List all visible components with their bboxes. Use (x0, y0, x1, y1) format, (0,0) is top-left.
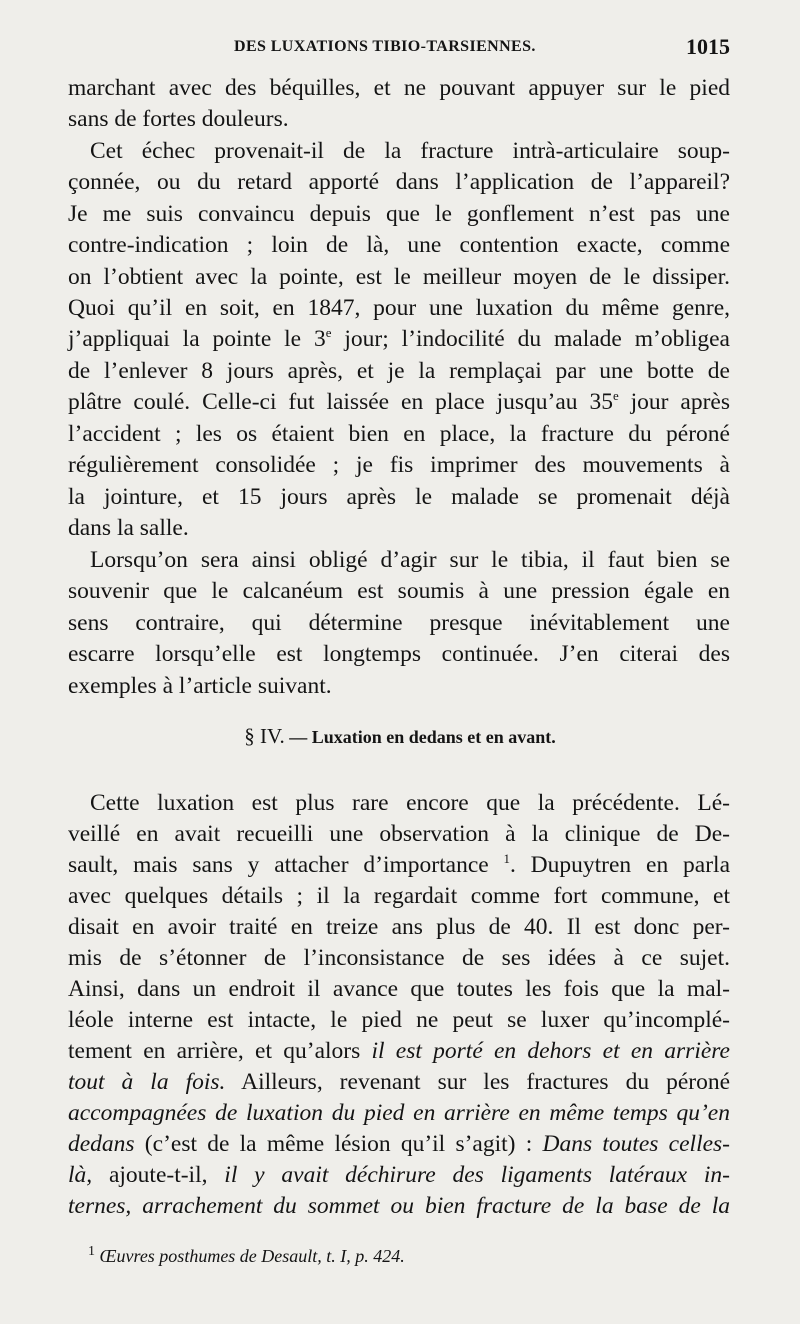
text-line (68, 324, 730, 354)
italic-quote: accompagnées de luxation du pied en arrière en même temps qu’en (68, 1100, 730, 1126)
section-heading (0, 723, 800, 750)
text-line: de l’enlever 8 jours après, et je la remplaçai par une botte de (68, 358, 730, 384)
text-segment: j’appliquai la pointe le 3 (68, 326, 326, 352)
text-line (68, 387, 730, 417)
ordinal-suffix: e (325, 325, 332, 341)
text-line (68, 1067, 730, 1097)
text-segment: jour après (618, 389, 730, 415)
text-segment: jour; l’indocilité du malade m’obligea (331, 326, 730, 352)
text-line: régulièrement consolidée ; je fis imprimer des mouvements à (68, 452, 730, 478)
text-line: exemples à l’article suivant. (68, 673, 332, 699)
text-line: on l’obtient avec la pointe, est le meilleur moyen de le dissiper. (68, 264, 730, 290)
footnote-text: Œuvres posthumes de Desault, t. I, p. 424. (95, 1246, 405, 1266)
italic-quote: il y avait déchirure des ligaments latéraux in- (224, 1162, 730, 1188)
section-title: — Luxation en dedans et en avant. (284, 727, 556, 747)
italic-quote: là, (68, 1162, 93, 1188)
text-line: Lorsqu’on sera ainsi obligé d’agir sur le tibia, il faut bien se (90, 547, 730, 573)
footnote-marker: 1 (88, 1244, 95, 1259)
text-line (68, 1160, 730, 1190)
text-line: çonnée, ou du retard apporté dans l’application de l’appareil? (68, 169, 730, 195)
text-segment: plâtre coulé. Celle-ci fut laissée en place jusqu’au 35 (68, 389, 613, 415)
text-line: sens contraire, qui détermine presque inévitablement une (68, 610, 730, 636)
text-segment: tement en arrière, et qu’alors (68, 1038, 372, 1064)
footnote (88, 1241, 405, 1267)
text-line: avec quelques détails ; il la regardait comme fort commune, et (68, 883, 730, 909)
text-line: contre-indication ; loin de là, une contention exacte, comme (68, 232, 730, 258)
text-line: souvenir que le calcanéum est soumis à une pression égale en (68, 578, 730, 604)
text-line (68, 1036, 730, 1066)
ordinal-suffix: e (612, 388, 619, 404)
text-line: l’accident ; les os étaient bien en place, la fracture du péroné (68, 421, 730, 447)
text-line: disait en avoir traité en treize ans plus de 40. Il est donc per- (68, 914, 730, 940)
text-line: escarre lorsqu’elle est longtemps continuée. J’en citerai des (68, 641, 730, 667)
text-line: Je me suis convaincu depuis que le gonflement n’est pas une (68, 201, 730, 227)
running-head (68, 34, 730, 60)
text-line: Cette luxation est plus rare encore que la précédente. Lé- (90, 790, 730, 816)
running-head-title: DES LUXATIONS TIBIO-TARSIENNES. (234, 38, 536, 55)
text-line: dans la salle. (68, 515, 189, 541)
text-line: mis de s’étonner de l’inconsistance de ses idées à ce sujet. (68, 945, 730, 971)
text-line (68, 850, 730, 880)
text-line: sans de fortes douleurs. (68, 106, 289, 132)
text-line: la jointure, et 15 jours après le malade se promenait déjà (68, 484, 730, 510)
text-line (68, 1098, 730, 1128)
text-segment: sault, mais sans y attacher d’importance (68, 852, 504, 878)
italic-quote: Dans toutes celles- (542, 1131, 730, 1157)
italic-quote: il est porté en dehors et en arrière (371, 1038, 730, 1064)
text-segment: Ailleurs, revenant sur les fractures du péroné (225, 1069, 731, 1095)
text-line: marchant avec des béquilles, et ne pouvant appuyer sur le pied (68, 75, 730, 101)
text-line: Ainsi, dans un endroit il avance que toutes les fois que la mal- (68, 976, 730, 1002)
text-line: veillé en avait recueilli une observation à la clinique de De- (68, 821, 730, 847)
text-line (68, 1129, 730, 1159)
section-number: § IV. (244, 724, 285, 748)
text-segment: . Dupuytren en parla (509, 852, 731, 878)
italic-quote: ternes, arrachement du sommet ou bien fracture de la base de la (68, 1193, 730, 1219)
page-number: 1015 (686, 34, 730, 59)
italic-quote: dedans (68, 1131, 135, 1157)
text-line: léole interne est intacte, le pied ne peut se luxer qu’incomplé- (68, 1007, 730, 1033)
italic-quote: tout à la fois. (68, 1069, 226, 1095)
text-segment: ajoute-t-il, (92, 1162, 225, 1188)
text-line: Cet échec provenait-il de la fracture intrà-articulaire soup- (90, 138, 730, 164)
footnote-reference: 1 (503, 851, 510, 867)
text-line: Quoi qu’il en soit, en 1847, pour une luxation du même genre, (68, 295, 730, 321)
text-segment: (c’est de la même lésion qu’il s’agit) : (134, 1131, 543, 1157)
text-line (68, 1191, 730, 1221)
